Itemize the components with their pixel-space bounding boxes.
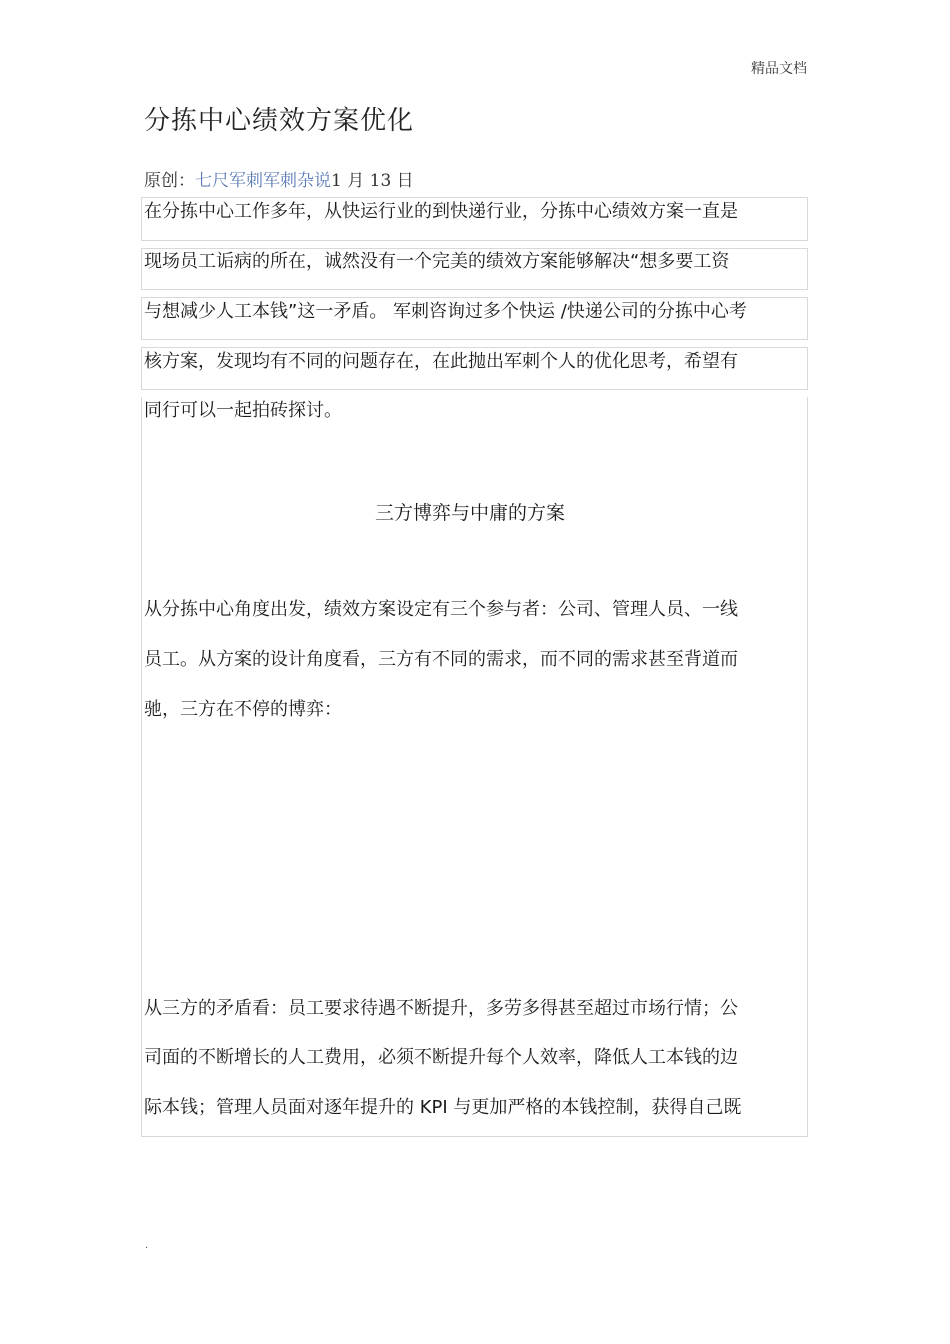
byline-prefix: 原创： <box>144 171 195 191</box>
intro-line: 与想减少人工本钱”这一矛盾。 军刺咨询过多个快运 /快递公司的分拣中心考 <box>144 301 747 322</box>
intro-line: 现场员工诟病的所在，诚然没有一个完美的绩效方案能够解决“想多要工资 <box>144 251 730 272</box>
document-title: 分拣中心绩效方案优化 <box>144 106 415 136</box>
paragraph-line: 从三方的矛盾看：员工要求待遇不断提升，多劳多得甚至超过市场行情；公 <box>144 998 738 1019</box>
paragraph-line: 员工。从方案的设计角度看，三方有不同的需求，而不同的需求甚至背道而 <box>144 649 738 670</box>
byline <box>144 166 414 191</box>
paragraph-line: 际本钱；管理人员面对逐年提升的 KPI 与更加严格的本钱控制，获得自己既 <box>144 1097 742 1118</box>
intro-line: 同行可以一起拍砖探讨。 <box>144 400 342 421</box>
paragraph-line: 驰，三方在不停的博弈： <box>144 699 342 720</box>
byline-date: 1 月 13 日 <box>331 171 414 191</box>
intro-line: 在分拣中心工作多年，从快运行业的到快递行业，分拣中心绩效方案一直是 <box>144 201 738 222</box>
paragraph-line: 司面的不断增长的人工费用，必须不断提升每个人效率，降低人工本钱的边 <box>144 1047 738 1068</box>
section-heading: 三方博弈与中庸的方案 <box>374 502 565 524</box>
footer-dot: . <box>145 1240 149 1251</box>
header-watermark-text: 精品文档 <box>751 61 807 77</box>
paragraph-line: 从分拣中心角度出发，绩效方案设定有三个参与者：公司、管理人员、一线 <box>144 599 738 620</box>
intro-line: 核方案，发现均有不同的问题存在，在此抛出军刺个人的优化思考，希望有 <box>144 351 738 372</box>
author-link[interactable]: 七尺军刺军刺杂说 <box>195 171 331 191</box>
